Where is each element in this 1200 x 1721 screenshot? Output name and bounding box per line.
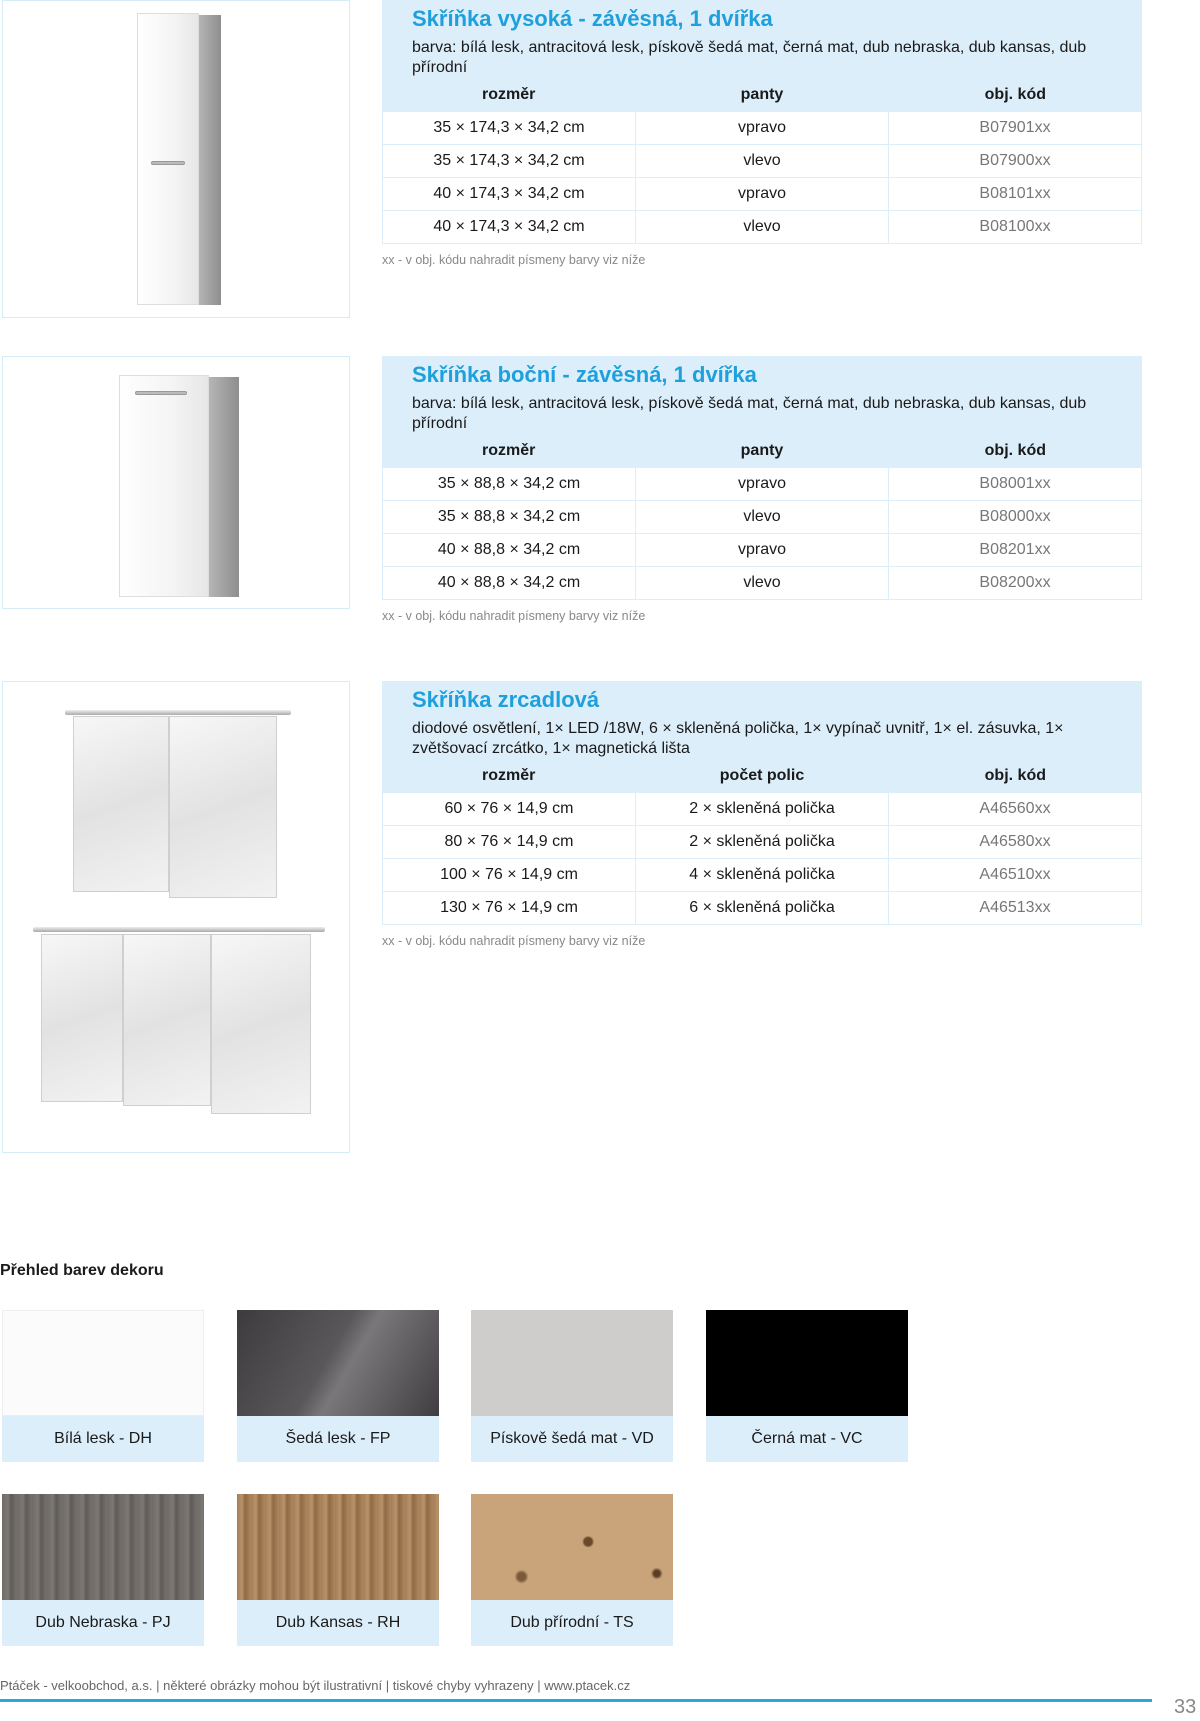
cell-code: B08000xx [979,508,1051,525]
cell-size: 80 × 76 × 14,9 cm [383,826,636,858]
table-row [382,211,1142,244]
footer-disclaimer-images: některé obrázky mohou být ilustrativní [163,1678,383,1693]
table-row [382,468,1142,501]
code-note: xx - v obj. kódu nahradit písmeny barvy viz níže [382,934,646,948]
col-code: obj. kód [984,86,1046,103]
table-row [382,534,1142,567]
product-title: Skříňka boční - závěsná, 1 dvířka [412,362,757,387]
swatch-label: Dub Nebraska - PJ [2,1600,204,1646]
col-size: rozměr [481,442,536,459]
table-row [382,793,1142,826]
cell-code: A46510xx [979,866,1051,883]
col-code: obj. kód [984,767,1046,784]
footer-divider [0,1699,1152,1702]
code-note: xx - v obj. kódu nahradit písmeny barvy viz níže [382,253,646,267]
cell-code: B08101xx [979,185,1051,202]
cell-size: 35 × 88,8 × 34,2 cm [383,468,636,500]
table-row [382,892,1142,925]
col-size: rozměr [481,767,536,784]
cell-size: 40 × 88,8 × 34,2 cm [383,567,636,599]
col-code: obj. kód [984,442,1046,459]
col-size: rozměr [481,86,536,103]
cell-size: 130 × 76 × 14,9 cm [383,892,636,924]
product-panel-side-cabinet [382,356,1142,623]
cell-hinges: vpravo [636,178,889,210]
swatch-label: Šedá lesk - FP [237,1416,439,1462]
swatch-color [471,1494,673,1600]
swatch-color [237,1494,439,1600]
cell-code: B08201xx [979,541,1051,558]
page-number: 33 [1174,1696,1197,1718]
cell-size: 40 × 174,3 × 34,2 cm [383,211,636,243]
product-image-side-cabinet [2,356,350,609]
swatch-label: Dub Kansas - RH [237,1600,439,1646]
colors-section-title: Přehled barev dekoru [0,1262,164,1279]
col-hinges: panty [740,442,784,459]
cell-shelves: 2 × skleněná polička [636,826,889,858]
cell-code: B08200xx [979,574,1051,591]
swatch-white-gloss [2,1310,204,1462]
cell-shelves: 2 × skleněná polička [636,793,889,825]
footer-separator: | [156,1678,160,1693]
swatch-color [471,1310,673,1416]
swatch-oak-kansas [237,1494,439,1646]
table-row [382,859,1142,892]
footer-separator: | [385,1678,390,1693]
cell-hinges: vlevo [636,211,889,243]
product-description: barva: bílá lesk, antracitová lesk, pískově šedá mat, černá mat, dub nebraska, dub kansas, dub přírodní [412,395,1087,432]
table-row [382,112,1142,145]
swatch-oak-natural [471,1494,673,1646]
product-panel-tall-cabinet [382,0,1142,267]
cell-size: 60 × 76 × 14,9 cm [383,793,636,825]
cell-code: B07900xx [979,152,1051,169]
swatch-grey-gloss [237,1310,439,1462]
product-title: Skříňka vysoká - závěsná, 1 dvířka [412,6,773,31]
cell-size: 100 × 76 × 14,9 cm [383,859,636,891]
swatch-color [237,1310,439,1416]
cell-code: A46580xx [979,833,1051,850]
footer-separator: | [537,1678,541,1693]
cell-shelves: 6 × skleněná polička [636,892,889,924]
footer-disclaimer-errors: tiskové chyby vyhrazeny [392,1678,534,1693]
cell-hinges: vpravo [636,112,889,144]
cell-size: 40 × 88,8 × 34,2 cm [383,534,636,566]
code-note: xx - v obj. kódu nahradit písmeny barvy viz níže [382,609,646,623]
cell-size: 40 × 174,3 × 34,2 cm [383,178,636,210]
product-panel-mirror-cabinet [382,681,1142,948]
table-row [382,567,1142,600]
cell-code: B08001xx [979,475,1051,492]
footer-website-link[interactable]: www.ptacek.cz [544,1678,631,1693]
swatch-oak-nebraska [2,1494,204,1646]
product-image-tall-cabinet [2,0,350,318]
col-shelves: počet polic [719,767,805,784]
cell-size: 35 × 174,3 × 34,2 cm [383,145,636,177]
product-image-mirror-cabinet [2,681,350,1153]
cell-hinges: vpravo [636,534,889,566]
cell-code: B07901xx [979,119,1051,136]
swatch-label: Bílá lesk - DH [2,1416,204,1462]
swatch-sand-grey [471,1310,673,1462]
table-header [382,759,1142,793]
table-header [382,434,1142,468]
swatch-black-matt [706,1310,908,1462]
product-description: diodové osvětlení, 1× LED /18W, 6 × skleněná polička, 1× vypínač uvnitř, 1× el. zásuvka, 1× zvětšovací zrcátko, 1× magnetická lišta [412,720,1064,757]
swatch-color [2,1310,204,1416]
table-row [382,178,1142,211]
table-row [382,501,1142,534]
swatch-label: Dub přírodní - TS [471,1600,673,1646]
footer [0,1678,630,1693]
cell-hinges: vlevo [636,501,889,533]
cell-shelves: 4 × skleněná polička [636,859,889,891]
table-row [382,826,1142,859]
cell-code: A46513xx [979,899,1051,916]
cell-hinges: vlevo [636,145,889,177]
swatch-label: Pískově šedá mat - VD [471,1416,673,1462]
cell-code: A46560xx [979,800,1051,817]
cell-hinges: vpravo [636,468,889,500]
product-title: Skříňka zrcadlová [412,687,600,712]
table-header [382,78,1142,112]
cell-size: 35 × 174,3 × 34,2 cm [383,112,636,144]
product-description: barva: bílá lesk, antracitová lesk, pískově šedá mat, černá mat, dub nebraska, dub kansas, dub přírodní [412,39,1087,76]
table-row [382,145,1142,178]
col-hinges: panty [740,86,784,103]
swatch-color [706,1310,908,1416]
swatch-color [2,1494,204,1600]
footer-company: Ptáček - velkoobchod, a.s. [0,1678,153,1693]
cell-code: B08100xx [979,218,1051,235]
cell-size: 35 × 88,8 × 34,2 cm [383,501,636,533]
swatch-label: Černá mat - VC [706,1416,908,1462]
cell-hinges: vlevo [636,567,889,599]
